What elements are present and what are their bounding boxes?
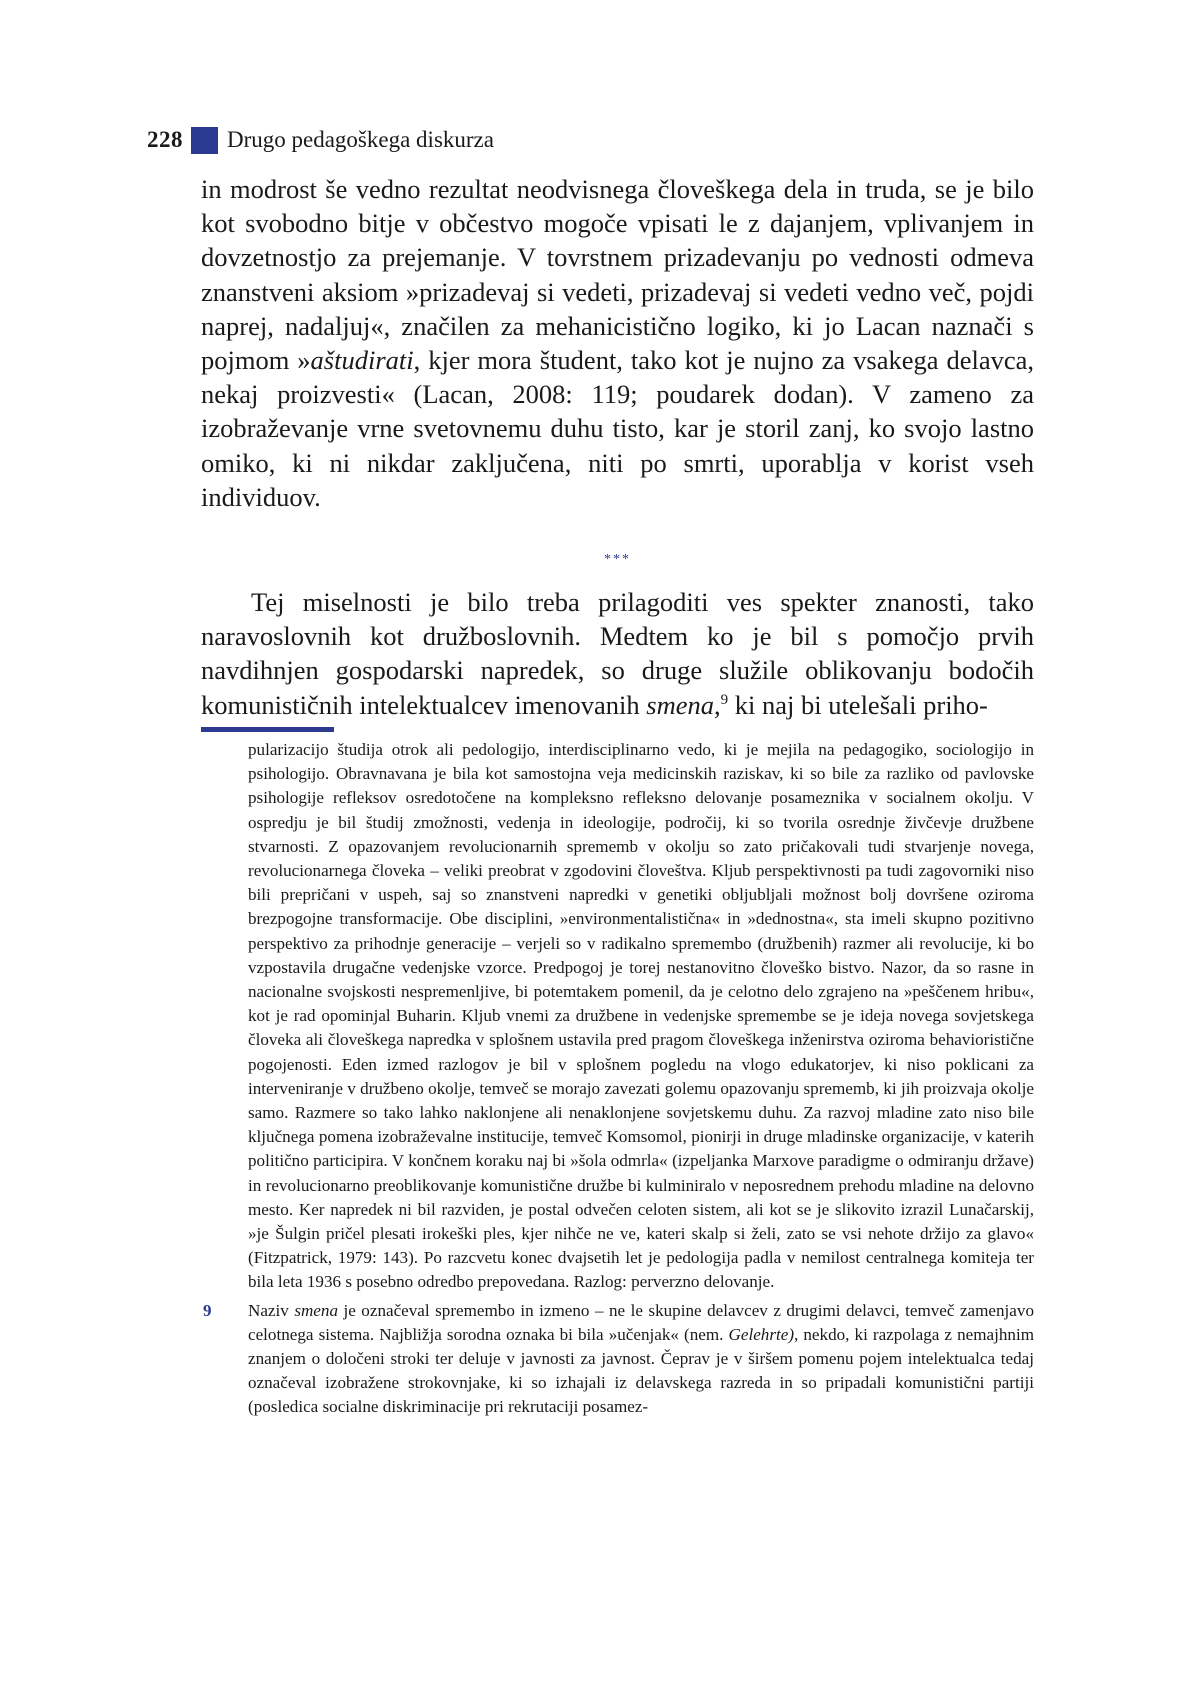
paragraph-2-emphasis: smena	[646, 689, 714, 720]
paragraph-1-part-a: in modrost še vedno rezultat neodvisnega človeškega dela in truda, se je bilo kot svobodno bitje v občestvo mogoče vpisati le z dajanjem, vplivanjem in dovzetnostjo za prejemanje. V tovrstnem prizadevanju po vednosti odmeva znanstveni aksiom »prizadevaj si vedeti, prizadevaj si vedeti vedno več, pojdi naprej, nadaljuj«, značilen za mehanicistično logiko, ki jo Lacan naznači s pojmom »	[201, 174, 1034, 376]
footnote-continuation: pularizacijo študija otrok ali pedologijo, interdisciplinarno vedo, ki je mejila na pedagogiko, sociologijo in psihologijo. Obravnavana je bila kot samostojna veja medicinskih raziskav, ki so bile za razliko od pavlovske psihologije refleksov osredotočene na kompleksno refleksno delovanje posameznika v socialnem okolju. V ospredju je bil študij zmožnosti, vedenja in ideologije, področij, ki so tvorila osrednje živčevje družbene stvarnosti. Z opazovanjem revolucionarnih sprememb v okolju so zato pričakovali tudi stvarjenje novega, revolucionarnega človeka – veliki preobrat v zgodovini človeštva. Kljub perspektivnosti pa tudi zagovorniki niso bili prepričani v uspeh, saj so znanstveni napredki v genetiki obljubljali možnost bolj dovršene oziroma brezpogojne transformacije. Obe disciplini, »environmentalistična« in »dednostna«, sta imeli skupno pozitivno perspektivo za prihodnje generacije – verjeli so v radikalno spremembo (družbenih) razmer ali revolucije, ki bo vzpostavila drugačne vedenjske vzorce. Predpogoj je torej nestanovitno človeško bistvo. Nazor, da so rasne in nacionalne svojskosti nespremenljive, bi potemtakem pomenil, da je celotno delo zgrajeno na »peščenem hribu«, kot je rad opominjal Buharin. Kljub vnemi za družbene in vedenjske spremembe se je ideja novega sovjetskega človeka ali človeškega napredka v splošnem ustavila pred pragom človeškega inženirstva oziroma behavioristične pogojenosti. Eden izmed razlogov je bil v splošnem pogledu na vlogo edukatorjev, ki niso poklicani za interveniranje v družbeno okolje, temveč se morajo zavezati golemu opazovanju sprememb, ki jih proizvaja okolje samo. Razmere so tako lahko naklonjene ali nenaklonjene sovjetskemu duhu. Za razvoj mladine zato niso bile ključnega pomena izobraževalne institucije, temveč Komsomol, pionirji in druge mladinske organizacije, v katerih politično participira. V končnem koraku naj bi »šola odmrla« (izpeljanka Marxove paradigme o odmiranju države) in revolucionarno preoblikovanje komunistične družbe bi kulminiralo v neposrednem prehodu mladine na delovno mesto. Ker napredek ni bil razviden, je postal odvečen celoten sistem, ali kot se je slikovito izrazil Lunačarskij, »je Šulgin pričel plesati irokeški ples, kjer nihče ne ve, kateri skalp si želi, zato se vsi nehote držijo za glavo« (Fitzpatrick, 1979: 143). Po razcvetu konec dvajsetih let je pedologija padla v nemilost centralnega komiteja ter bila leta 1936 s posebno odredbo prepovedana. Razlog: perverzno delovanje.	[248, 740, 1034, 1292]
footnote-9-emphasis-1: smena	[294, 1300, 338, 1320]
section-separator: ***	[604, 552, 631, 567]
footnote-rule	[201, 727, 334, 732]
running-title: Drugo pedagoškega diskurza	[227, 127, 494, 152]
footnote-9-part-c: , nekdo, ki razpolaga z nemajhnim znanjem o določeni stroki ter deluje v javnosti za javnost. Čeprav je v širšem pomenu pojem intelektualca tedaj označeval izobražene strokovnjake, ki so izhajali iz delavskega razreda in so pripadali komunistični partiji (posledica socialne diskriminacije pri rekrutaciji posamez-	[248, 1324, 1034, 1417]
paragraph-2-part-a: Tej miselnosti je bilo treba prilagoditi ves spekter znanosti, tako naravoslovnih kot družboslovnih. Medtem ko je bil s pomočjo prvih navdihnjen gospodarski napredek, so druge služile oblikovanju bodočih komunističnih intelektualcev imenovanih	[201, 587, 1034, 720]
paragraph-1-part-b: , kjer mora študent, tako kot je nujno za vsakega delavca, nekaj proizvesti« (Lacan, 2008: 119; poudarek dodan). V zameno za izobraževanje vrne svetovnemu duhu tisto, kar je storil zanj, ko svojo lastno omiko, ki ni nikdar zaključena, niti po smrti, uporablja v korist vseh individuov.	[201, 345, 1034, 512]
footnote-9-part-a: Naziv	[248, 1300, 295, 1320]
paragraph-1-emphasis: aštudirati	[310, 345, 414, 376]
body-text	[201, 172, 1034, 514]
paragraph-1	[201, 172, 1034, 514]
footnote-9-part-b: je označeval spremembo in izmeno – ne le skupine delavcev z drugimi delavci, temveč zamenjavo celotnega sistema. Najbližja sorodna oznaka bi bila »učenjak« (nem.	[248, 1300, 1034, 1344]
paragraph-2-part-b: ki naj bi utelešali priho-	[728, 689, 988, 720]
running-header	[147, 124, 494, 156]
footnote-9	[203, 1299, 1034, 1420]
footnote-9-number: 9	[203, 1300, 212, 1320]
footnotes	[203, 738, 1034, 1420]
blue-square-icon	[191, 127, 218, 154]
footnote-ref-9[interactable]: 9	[720, 691, 729, 708]
paragraph-2: Tej miselnosti je bilo treba prilagoditi ves spekter znanosti, tako naravoslovnih kot družboslovnih. Medtem ko je bil s pomočjo prvih navdihnjen gospodarski napredek, so druge služile oblikovanju bodočih komunističnih intelektualcev imenovanih smena,$^9$ ki naj bi utelešali priho-	[201, 587, 1034, 720]
page-number: 228	[147, 127, 183, 152]
footnote-9-emphasis-2: Gelehrte)	[728, 1324, 795, 1344]
